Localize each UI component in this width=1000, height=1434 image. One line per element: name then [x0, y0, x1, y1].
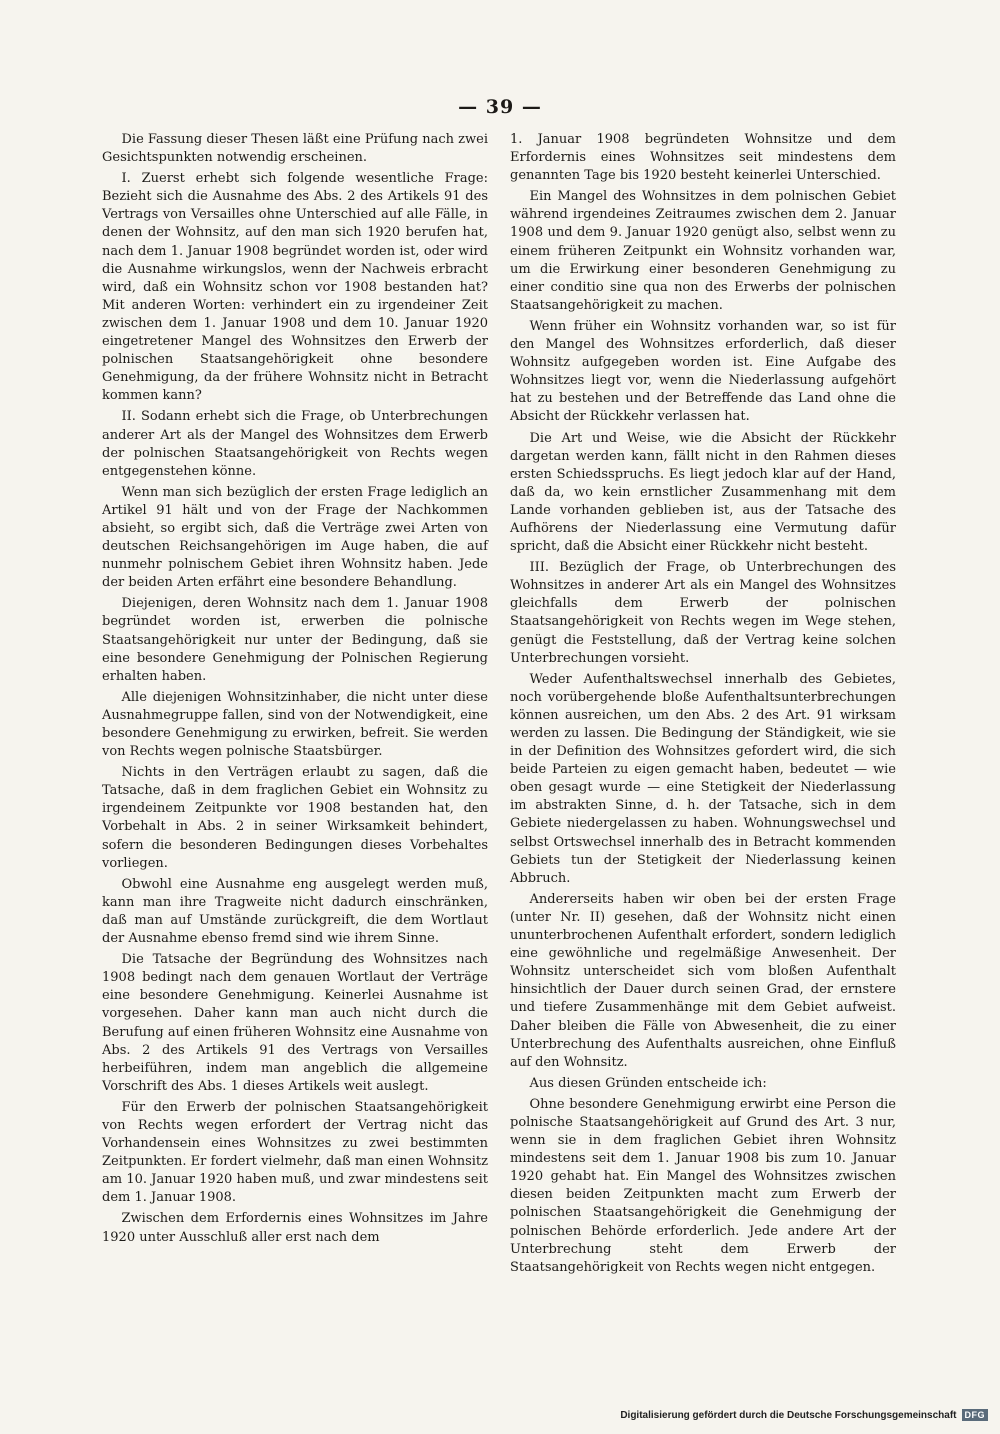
paragraph: 1. Januar 1908 begründeten Wohnsitze und dem Erfordernis eines Wohnsitzes seit mindestens dem genannten Tage bis 1920 besteht keinerlei Unterschied. — [510, 132, 896, 184]
paragraph: Weder Aufenthaltswechsel innerhalb des Gebietes, noch vorübergehende bloße Aufenthaltsunterbrechungen können ausreichen, um den Abs. 2 des Art. 91 wirksam werden zu lassen. Die Bedingung der Ständigkeit, wie sie in der Definition des Wohnsitzes gefordert wird, die sich beide Parteien zu eigen gemacht haben, bedeutet — wie oben gesagt wurde — eine Stetigkeit der Niederlassung im abstrakten Sinne, d. h. der Tatsache, sich in dem Gebiete niedergelassen zu haben. Wohnungswechsel und selbst Ortswechsel innerhalb des in Betracht kommenden Gebiets tun der Stetigkeit der Niederlassung keinen Abbruch. — [510, 671, 896, 886]
paragraph: Die Tatsache der Begründung des Wohnsitzes nach 1908 bedingt nach dem genauen Wortlaut der Verträge eine besondere Genehmigung. Keinerlei Ausnahme ist vorgesehen. Daher kann man auch nicht durch die Berufung auf einen früheren Wohnsitz eine Ausnahme von Abs. 2 des Artikels 91 des Vertrags von Versailles herbeiführen, indem man angeblich die allgemeine Vorschrift des Abs. 1 dieses Artikels weit auslegt. — [102, 952, 488, 1094]
right-column — [510, 131, 896, 1280]
paragraph: III. Bezüglich der Frage, ob Unterbrechungen des Wohnsitzes in anderer Art als ein Mangel des Wohnsitzes gleichfalls dem Erwerb der polnischen Staatsangehörigkeit von Rechts wegen im Wege stehen, genügt die Feststellung, daß der Vertrag keine solchen Unterbrechungen vorsieht. — [510, 560, 896, 666]
paragraph: Andererseits haben wir oben bei der ersten Frage (unter Nr. II) gesehen, daß der Wohnsitz nicht einen ununterbrochenen Aufenthalt erfordert, sondern lediglich eine gewöhnliche und regelmäßige Anwesenheit. Der Wohnsitz unterscheidet sich vom bloßen Aufenthalt hinsichtlich der Dauer durch seinen Grad, der ernstere und tiefere Zusammenhänge mit dem Gebiet aufweist. Daher bleiben die Fälle von Abwesenheit, die zu einer Unterbrechung des Aufenthalts ausreichen, ohne Einfluß auf den Wohnsitz. — [510, 891, 896, 1070]
credit-text: Digitalisierung gefördert durch die Deutsche Forschungsgemeinschaft — [620, 1409, 957, 1421]
left-column — [102, 131, 488, 1250]
paragraph: Die Fassung dieser Thesen läßt eine Prüfung nach zwei Gesichtspunkten notwendig erscheinen. — [102, 132, 488, 166]
paragraph: I. Zuerst erhebt sich folgende wesentliche Frage: Bezieht sich die Ausnahme des Abs. 2 des Artikels 91 des Vertrags von Versailles ohne Unterschied auf alle Fälle, in denen der Wohnsitz, auf den man sich 1920 berufen hat, nach dem 1. Januar 1908 begründet worden ist, oder wird die Ausnahme wirkungslos, wenn der Nachweis erbracht wird, daß ein Wohnsitz schon vor 1908 bestanden hat? Mit anderen Worten: verhindert ein zu irgendeiner Zeit zwischen dem 1. Januar 1908 und dem 10. Januar 1920 eingetretener Mangel des Wohnsitzes den Erwerb der polnischen Staatsangehörigkeit ohne besondere Genehmigung, da der frühere Wohnsitz nicht in Betracht kommen kann? — [102, 171, 488, 404]
paragraph: Alle diejenigen Wohnsitzinhaber, die nicht unter diese Ausnahmegruppe fallen, sind von der Notwendigkeit, eine besondere Genehmigung zu erwirken, befreit. Sie werden von Rechts wegen polnische Staatsbürger. — [102, 689, 488, 760]
paragraph: Zwischen dem Erfordernis eines Wohnsitzes im Jahre 1920 unter Ausschluß aller erst nach dem — [102, 1211, 488, 1245]
paragraph: Nichts in den Verträgen erlaubt zu sagen, daß die Tatsache, daß in dem fraglichen Gebiet ein Wohnsitz zu irgendeinem Zeitpunkte vor 1908 bestanden hat, den Vorbehalt in Abs. 2 in seiner Wirksamkeit behindert, sofern die besonderen Bedingungen dieses Vorbehaltes vorliegen. — [102, 765, 488, 871]
paragraph: Für den Erwerb der polnischen Staatsangehörigkeit von Rechts wegen erfordert der Vertrag nicht das Vorhandensein eines Wohnsitzes zu zwei bestimmten Zeitpunkten. Er fordert vielmehr, daß man einen Wohnsitz am 10. Januar 1920 haben muß, und zwar mindestens seit dem 1. Januar 1908. — [102, 1099, 488, 1206]
paragraph: Obwohl eine Ausnahme eng ausgelegt werden muß, kann man ihre Tragweite nicht dadurch einschränken, daß man auf Umstände zurückgreift, die dem Wortlaut der Ausnahme ebenso fremd sind wie ihrem Sinne. — [102, 876, 488, 947]
paragraph: Wenn früher ein Wohnsitz vorhanden war, so ist für den Mangel des Wohnsitzes erforderlich, daß dieser Wohnsitz aufgegeben worden ist. Eine Aufgabe des Wohnsitzes liegt vor, wenn die Niederlassung aufgehört hat zu bestehen und der Betreffende das Land ohne die Absicht der Rückkehr verlassen hat. — [510, 318, 896, 425]
paragraph: Die Art und Weise, wie die Absicht der Rückkehr dargetan werden kann, fällt nicht in den Rahmen dieses ersten Schiedsspruchs. Es liegt jedoch klar auf der Hand, daß da, wo kein ernstlicher Zusammenhang mit dem Lande vorhanden geblieben ist, aus der Tatsache des Aufhörens der Niederlassung eine Vermutung dafür spricht, daß die Absicht einer Rückkehr nicht besteht. — [510, 430, 896, 555]
digitization-credit — [620, 1409, 988, 1421]
paragraph: Diejenigen, deren Wohnsitz nach dem 1. Januar 1908 begründet worden ist, erwerben die polnische Staatsangehörigkeit nur unter der Bedingung, daß sie eine besondere Genehmigung der Polnischen Regierung erhalten haben. — [102, 596, 488, 684]
paragraph: Aus diesen Gründen entscheide ich: — [529, 1075, 767, 1091]
dfg-logo-icon: DFG — [962, 1409, 989, 1421]
paragraph: II. Sodann erhebt sich die Frage, ob Unterbrechungen anderer Art als der Mangel des Wohnsitzes dem Erwerb der polnischen Staatsangehörigkeit von Rechts wegen entgegenstehen könne. — [102, 409, 488, 479]
paragraph: Ein Mangel des Wohnsitzes in dem polnischen Gebiet während irgendeines Zeitraumes zwischen dem 2. Januar 1908 und dem 9. Januar 1920 genügt also, selbst wenn zu einem früheren Zeitpunkt ein Wohnsitz vorhanden war, um die Erwirkung einer besonderen Genehmigung zu einer conditio sine qua non des Erwerbs der polnischen Staatsangehörigkeit zu machen. — [510, 189, 896, 313]
paragraph: Wenn man sich bezüglich der ersten Frage lediglich an Artikel 91 hält und von der Frage der Nachkommen absieht, so ergibt sich, daß die Verträge zwei Arten von deutschen Reichsangehörigen im Auge haben, die auf nunmehr polnischem Gebiet ihren Wohnsitz haben. Jede der beiden Arten erfährt eine besondere Behandlung. — [102, 484, 488, 591]
page-number: — 39 — — [458, 96, 542, 118]
paragraph: Ohne besondere Genehmigung erwirbt eine Person die polnische Staatsangehörigkeit auf Grund des Art. 3 nur, wenn sie in dem fraglichen Gebiet ihren Wohnsitz mindestens seit dem 1. Januar 1908 bis zum 10. Januar 1920 gehabt hat. Ein Mangel des Wohnsitzes zwischen diesen beiden Zeitpunkten macht zum Erwerb der polnischen Staatsangehörigkeit die Genehmigung der polnischen Behörde erforderlich. Jede andere Art der Unterbrechung steht dem Erwerb der Staatsangehörigkeit von Rechts wegen nicht entgegen. — [510, 1096, 896, 1275]
